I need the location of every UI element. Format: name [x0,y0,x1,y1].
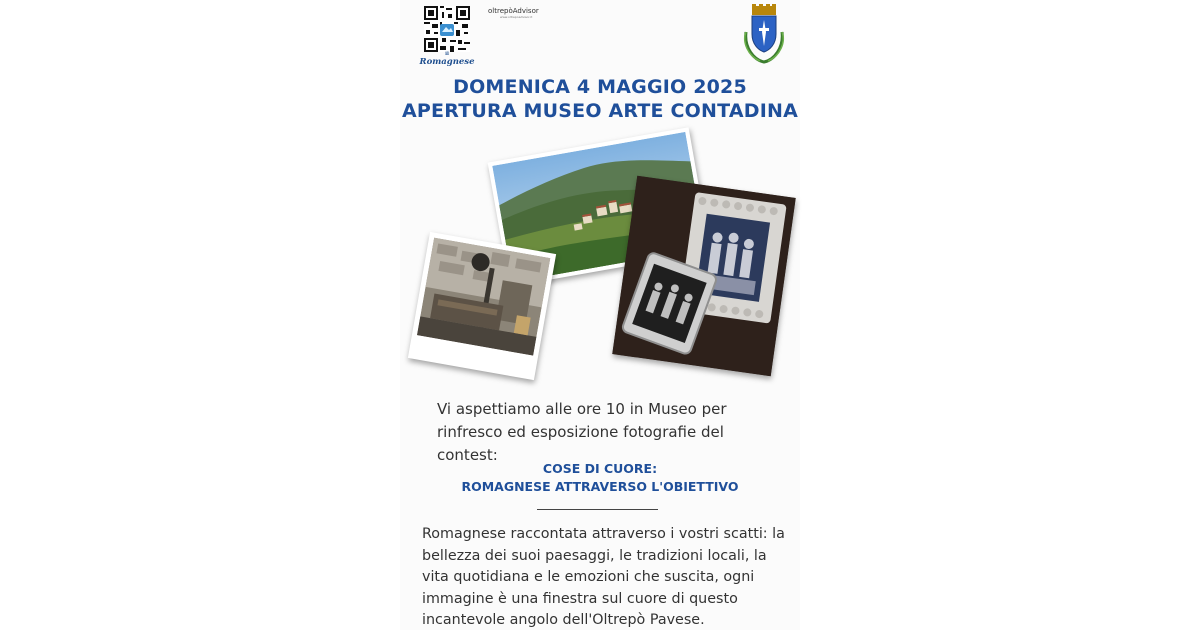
qr-caption [418,52,476,67]
museum-interior-photo [408,232,556,380]
divider [537,509,658,510]
vintage-photos-image [612,176,795,377]
description-text: Romagnese raccontata attraverso i vostri scatti: la bellezza dei suoi paesaggi, le tradizioni locali, la vita quotidiana e le emozioni che suscita, ogni immagine è una finestra sul cuore di questo incantevole angolo dell'Oltrepò Pavese. [422,526,785,628]
qr-caption-prefix: il [445,51,449,57]
contest-subtitle: ROMAGNESE ATTRAVERSO L'OBIETTIVO [461,479,739,494]
qr-code-icon[interactable] [424,6,470,52]
contest-title: COSE DI CUORE: [542,461,658,476]
advisor-logo-sub: www.oltrepoadvisor.it [500,15,533,19]
advisor-logo-text: oltrepòAdvisor [488,7,539,15]
interior-image [417,238,550,356]
municipal-coat-of-arms-icon [740,2,788,64]
intro-text: Vi aspettiamo alle ore 10 in Museo per rinfresco ed esposizione fotografie del contest: [437,400,727,464]
event-name-title: APERTURA MUSEO ARTE CONTADINA [402,100,798,122]
event-date-title: DOMENICA 4 MAGGIO 2025 [453,76,747,98]
vintage-photos-frame [612,176,795,377]
advisor-logo [488,7,539,19]
qr-caption-text: Romagnese [419,57,475,67]
